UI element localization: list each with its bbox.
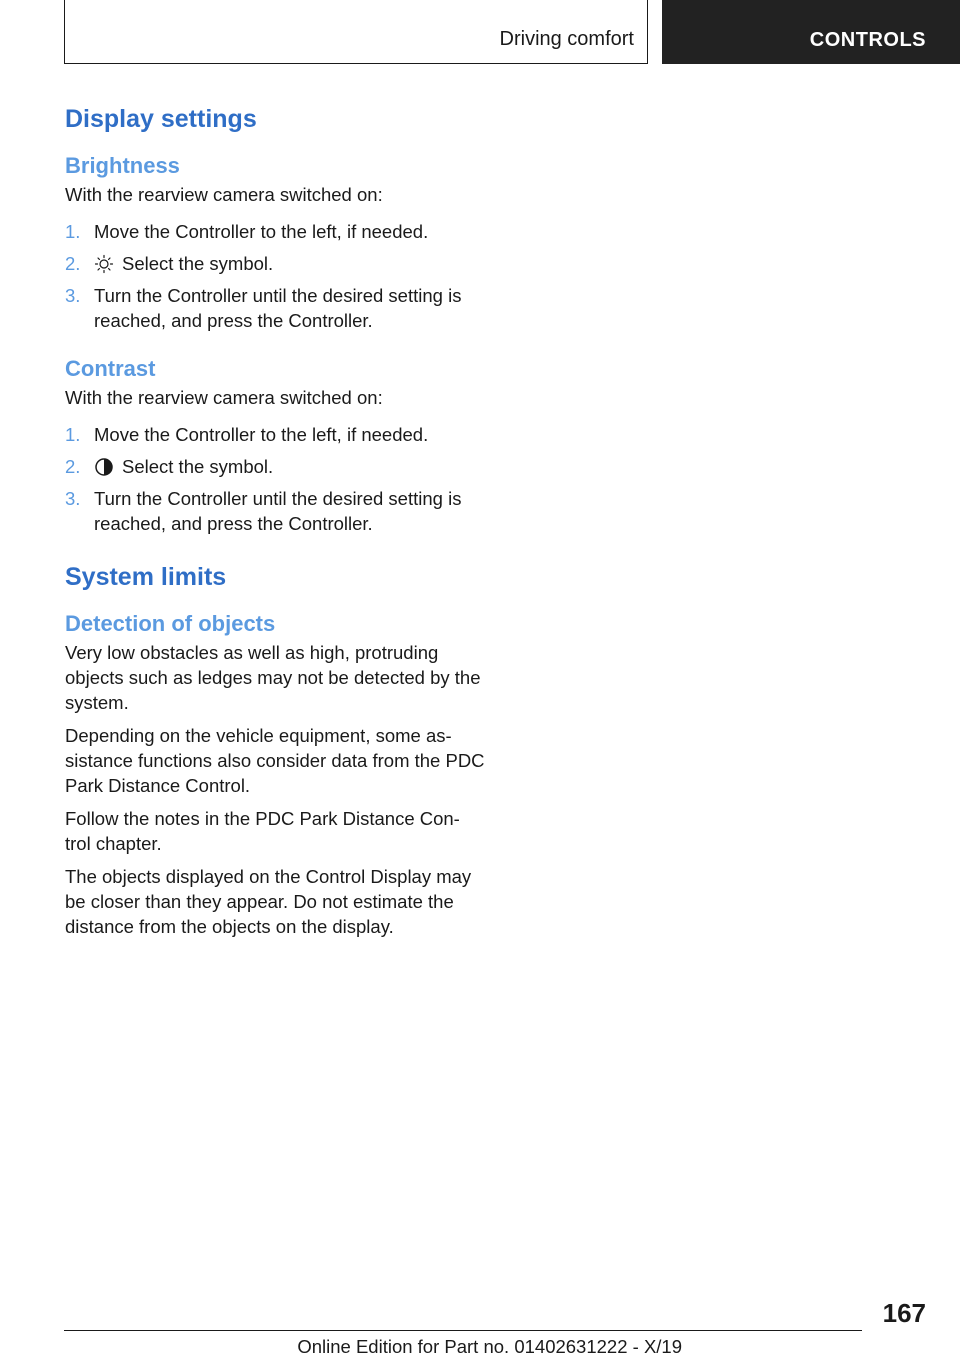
contrast-half-circle-icon [94, 457, 114, 477]
heading-contrast: Contrast [65, 356, 156, 381]
header-chapter-label: CONTROLS [809, 29, 926, 51]
paragraph: Very low obstacles as well as high, protruding objects such as ledges may not be detected by the system. [65, 642, 481, 713]
paragraph: Follow the notes in the PDC Park Distance Con-trol chapter. [65, 808, 460, 854]
brightness-sun-icon [94, 254, 114, 274]
step-text: Turn the Controller until the desired setting is reached, and press the Controller. [94, 285, 462, 331]
paragraph: Depending on the vehicle equipment, some as-sistance functions also consider data from the PDC Park Distance Control. [65, 725, 485, 796]
step-text: Move the Controller to the left, if needed. [94, 221, 429, 242]
brightness-intro: With the rearview camera switched on: [65, 184, 383, 205]
step-number: 1. [65, 221, 81, 242]
list-item [65, 422, 485, 447]
list-item [65, 486, 485, 536]
heading-system-limits: System limits [65, 563, 227, 591]
heading-detection-of-objects: Detection of objects [65, 611, 276, 636]
paragraph: The objects displayed on the Control Display may be closer than they appear. Do not estimate the distance from the objects on the display. [65, 866, 472, 937]
list-item [65, 454, 485, 479]
step-number: 2. [65, 456, 81, 477]
header-chapter-tab [662, 0, 960, 64]
page-number: 167 [882, 1298, 926, 1328]
list-item [65, 219, 485, 244]
footer-divider [64, 1330, 862, 1331]
contrast-steps [65, 422, 485, 536]
step-number: 2. [65, 253, 81, 274]
contrast-intro: With the rearview camera switched on: [65, 387, 383, 408]
list-item [65, 283, 485, 333]
step-text: Select the symbol. [122, 456, 274, 477]
step-text: Move the Controller to the left, if needed. [94, 424, 429, 445]
heading-display-settings: Display settings [65, 105, 257, 133]
list-item [65, 251, 485, 276]
footer-edition: Online Edition for Part no. 01402631222 - X/19 [297, 1336, 682, 1357]
step-number: 3. [65, 285, 81, 306]
header-section-title: Driving comfort [499, 28, 634, 50]
heading-brightness: Brightness [65, 153, 180, 178]
brightness-steps [65, 219, 485, 333]
step-number: 3. [65, 488, 81, 509]
step-text: Turn the Controller until the desired setting is reached, and press the Controller. [94, 488, 462, 534]
step-text: Select the symbol. [122, 253, 274, 274]
step-number: 1. [65, 424, 81, 445]
page-content [65, 100, 485, 939]
